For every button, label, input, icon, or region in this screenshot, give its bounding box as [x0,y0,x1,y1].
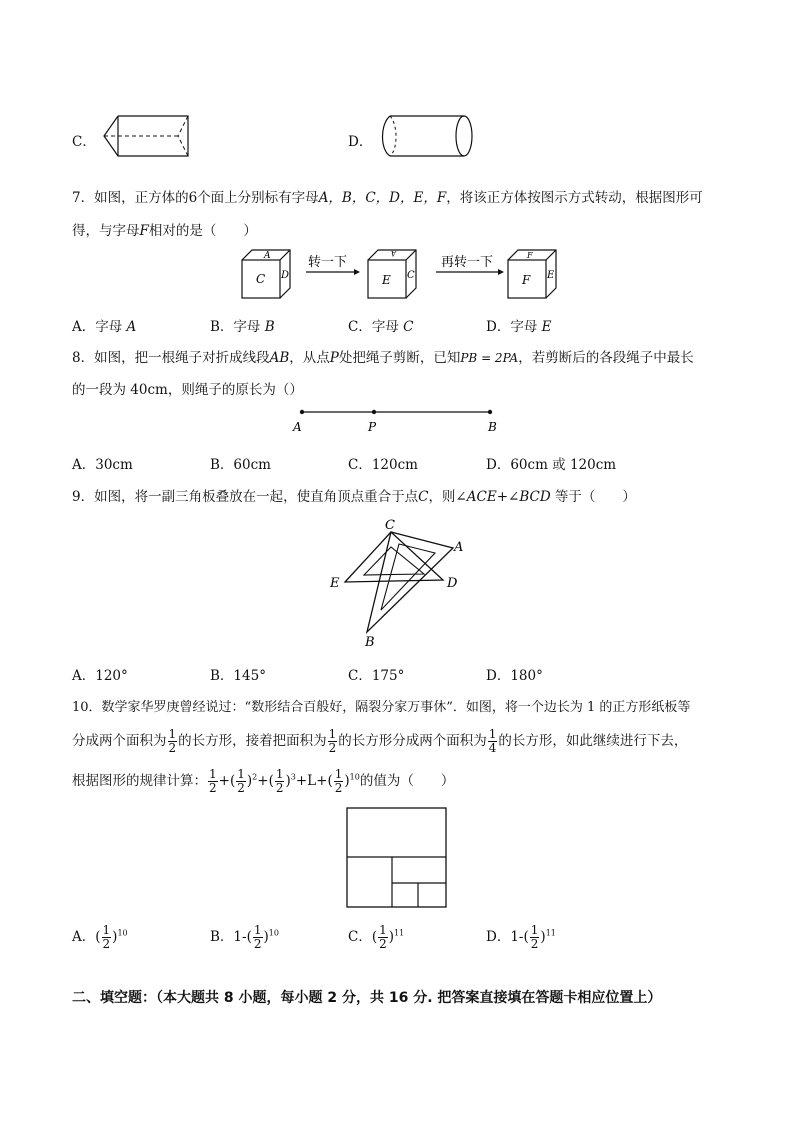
q8-text: 8．如图，把一根绳子对折成线段 [72,350,270,366]
q8-p: P [329,350,339,366]
frac-num: 1 [488,727,497,741]
frac-num: 1 [530,923,539,937]
turn-again-label: 再转一下 [441,255,494,270]
cube-3 [508,250,556,298]
option-text: 175° [371,668,405,684]
q10-option-b[interactable]: B．1-( $\frac{1}{2}$ )$^{10}$ [210,923,279,951]
frac-den: 2 [530,937,539,951]
q9-option-b[interactable] [210,664,266,684]
exponent: 2 [252,772,258,782]
q10-text: 的长方形，如此继续进行下去， [498,733,688,749]
exponent: 3 [290,772,296,782]
option-letter: E [541,319,552,335]
fraction-half [328,728,338,755]
frac-num: 1 [253,923,262,937]
q7-cube-figure [236,244,566,304]
option-letter: C [403,319,414,335]
cube2-right: C [407,270,415,281]
q9-c: C [418,489,429,505]
option-key: A． [72,668,96,684]
q7-option-d[interactable] [486,315,551,335]
cube2-top: A [390,249,396,257]
frac-num: 1 [102,923,111,937]
q7-letter-f: F [139,223,149,239]
frac-num: 1 [379,923,387,937]
frac-den: 2 [328,741,337,755]
cube-2 [368,249,416,298]
q8-text: ，从点 [289,350,330,366]
option-prefix: 1- [510,929,524,945]
option-key: B． [210,668,234,684]
point-p-label: P [368,420,377,434]
point-b-label: B [488,420,497,434]
q7-text: 得，与字母 [72,223,140,239]
frac-den: 4 [488,741,497,755]
q8-option-d[interactable] [486,453,616,473]
option-key: B． [210,319,234,335]
q7-option-b[interactable] [210,315,275,335]
exponent: 11 [394,928,405,938]
option-key: D． [486,929,511,945]
cube1-top: A [264,251,271,261]
cube1-right: D [281,270,290,281]
option-key: A． [72,929,96,945]
q9-text: 等于（ ） [550,489,636,505]
fraction-quarter [488,728,498,755]
q9-triangles-figure [325,515,475,650]
q9-text: ，则∠ [428,489,467,505]
q10-text: 的长方形分成两个面积为 [338,733,487,749]
q10-text: 的长方形，接着把面积为 [178,733,327,749]
option-prefix: 1- [233,929,247,945]
option-text: 145° [233,668,266,684]
q8-line2: 的一段为 40cm，则绳子的原长为（） [72,382,303,398]
q9-text: 9．如图，将一副三角板叠放在一起，使直角顶点重合于点 [72,489,419,505]
frac-den: 2 [379,937,387,951]
ellipsis: L [307,773,317,789]
series-expression: $\frac{1}{2}$ +( $\frac{1}{2}$ )$^2$+( $\frac{1}{2}$ )$^3$+L+( $\frac{1}{2}$ )$^{10}$ [209,767,360,795]
q7-text: 7．如图，正方体的6个面上分别标有字母 [72,190,319,206]
frac-num: 1 [328,727,337,741]
plus-sign: + [257,773,269,789]
q7-text: ，将该正方体按图示方式转动，根据图形可 [446,190,703,206]
option-text: 字母 [510,319,538,335]
frac-den: 2 [253,937,262,951]
q10-text: 分成两个面积为 [72,733,167,749]
option-text: 120° [95,668,128,684]
frac-den: 2 [168,741,177,755]
q9-text: +∠ [496,489,520,505]
option-text: 120cm [371,457,418,473]
q9-ace: ACE [466,489,497,505]
option-text: 字母 [233,319,261,335]
q9-option-d[interactable] [486,664,543,684]
q10-square-figure [346,807,448,909]
q9-option-c[interactable] [348,664,404,684]
q10-text: 的值为（ ） [359,773,455,789]
option-key: D． [486,457,511,473]
q7-option-a[interactable] [72,315,136,335]
exponent: 10 [268,928,279,938]
option-text: 60cm [233,457,271,473]
q9-line1 [72,485,636,505]
option-letter: B [264,319,275,335]
label-c: C [385,518,395,533]
q8-text: ，若剪断后的各段绳子中最长 [518,350,694,366]
q7-text: 相对的是（ ） [148,223,257,239]
q8-ab: AB [269,350,290,366]
frac-den: 2 [275,781,284,795]
plus-sign: + [218,773,230,789]
option-key: A． [72,319,96,335]
label-e: E [330,576,340,591]
exponent: 11 [545,928,556,938]
label-d: D [447,576,458,591]
q10-line2 [72,728,687,755]
option-text: 180° [510,668,543,684]
q10-line1: 10．数学家华罗庚曾经说过：“数形结合百般好，隔裂分家万事休”．如图，将一个边长为 1 的正方形纸板等 [72,700,691,715]
option-text: 60cm 或 120cm [510,457,617,473]
option-letter: A [126,319,137,335]
frac-den: 2 [102,937,111,951]
option-key: D． [486,668,511,684]
q10-option-c[interactable]: C．( $\frac{1}{2}$ )$^{11}$ [348,923,405,951]
option-key: C． [348,457,372,473]
q8-option-b[interactable] [210,453,271,473]
option-key: B． [210,457,234,473]
option-key: C． [348,668,372,684]
frac-den: 2 [209,781,217,795]
cube3-top: F [527,251,533,260]
cube-1 [242,250,290,298]
frac-den: 2 [334,781,343,795]
cylinder-figure [378,110,476,162]
label-b: B [365,635,375,650]
option-d-label: D． [348,134,373,150]
point-a-label: A [293,420,302,434]
option-key: C． [348,319,372,335]
option-text: 字母 [371,319,399,335]
cube3-right: E [547,270,555,281]
fraction-half [168,728,178,755]
option-key: A． [72,457,96,473]
option-c-label: C． [72,134,96,150]
exponent: 10 [117,928,128,938]
q10-line3 [72,768,454,795]
option-text: 30cm [95,457,133,473]
frac-num: 1 [209,767,217,781]
plus-sign: + [316,773,328,789]
frac-num: 1 [334,767,343,781]
q7-line1 [72,186,703,206]
section-heading: 二、填空题：（本大题共 8 小题，每小题 2 分，共 16 分. 把答案直接填在答题卡相应位置上） [72,990,662,1006]
option-key: D． [486,319,511,335]
frac-num: 1 [275,767,284,781]
cube1-front: C [256,272,266,286]
option-text: 字母 [95,319,123,335]
q8-text: 处把绳子剪断，已知 [338,350,461,366]
q8-option-c[interactable] [348,453,418,473]
q7-line2 [72,219,257,239]
prism-figure [100,108,195,160]
q8-line1 [72,346,694,366]
turn-once-label: 转一下 [308,255,348,270]
option-key: C． [348,929,372,945]
q10-option-a[interactable]: A．( $\frac{1}{2}$ )$^{10}$ [72,923,128,951]
exponent: 10 [349,772,360,782]
cube3-front: F [522,273,531,287]
q10-text: 根据图形的规律计算： [72,773,207,789]
q7-option-c[interactable] [348,315,413,335]
plus-sign: + [295,773,308,789]
cube2-front: E [382,273,391,287]
q8-segment-figure [290,403,505,437]
q9-bcd: BCD [519,489,551,505]
option-key: B． [210,929,234,945]
frac-num: 1 [168,727,177,741]
q10-option-d[interactable]: D．1-( $\frac{1}{2}$ )$^{11}$ [486,923,556,951]
q7-letters: A，B，C，D，E，F [318,190,447,206]
frac-den: 2 [237,781,245,795]
label-a: A [454,540,464,555]
q8-option-a[interactable] [72,453,133,473]
frac-num: 1 [237,767,245,781]
q9-option-a[interactable] [72,664,128,684]
q8-equation: PB = 2PA [460,351,519,365]
